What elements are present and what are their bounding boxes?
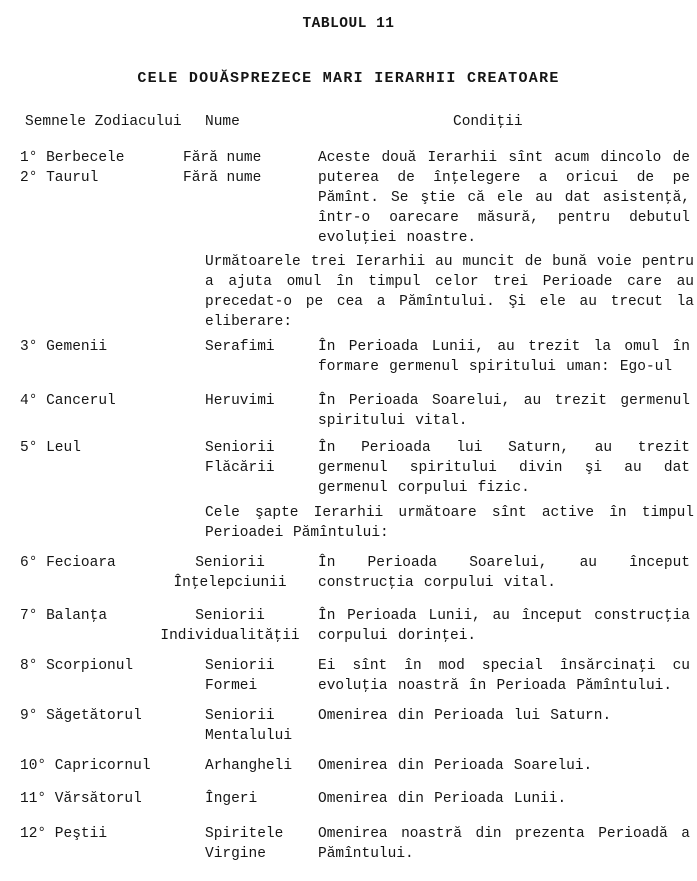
condition-text: Aceste două Ierarhii sînt acum dincolo de puterea de înţelegere a oricui de pe Pămînt. Se ştie că ele au dat asistenţă, într-o oarecare măsură, pentru debutul evoluţiei noastre. bbox=[318, 150, 690, 246]
hierarchy-name-label: Seniorii Formei bbox=[205, 658, 275, 694]
zodiac-sign-cell bbox=[20, 148, 175, 188]
zodiac-sign-label: 8° Scorpionul bbox=[20, 658, 134, 674]
hierarchy-name-label: Seniorii Flăcării bbox=[205, 440, 275, 476]
condition-text: În Perioada Lunii, au trezit la omul în formare germenul spiritului uman: Ego-ul bbox=[318, 339, 690, 375]
hierarchy-name-label: Arhangheli bbox=[205, 758, 293, 774]
zodiac-sign-label: 10° Capricornul bbox=[20, 758, 151, 774]
hierarchy-name-label: Fără nume bbox=[183, 150, 262, 166]
col-header-signs: Semnele Zodiacului bbox=[25, 114, 182, 130]
page-title: CELE DOUĂSPREZECE MARI IERARHII CREATOARE bbox=[137, 70, 560, 87]
hierarchy-name-label: Îngeri bbox=[205, 791, 258, 807]
paragraph-three-hierarchies: Următoarele trei Ierarhii au muncit de bună voie pentru a ajuta omul în timpul celor trei Perioade care au precedat-o pe cea a Pămîntului. Şi ele au trecut la eliberare: bbox=[205, 254, 694, 330]
zodiac-sign-label: 6° Fecioara bbox=[20, 555, 116, 571]
zodiac-sign-label: 4° Cancerul bbox=[20, 393, 116, 409]
condition-text: În Perioada Soarelui, au trezit germenul spiritului vital. bbox=[318, 393, 690, 429]
zodiac-sign-label: 7° Balanţa bbox=[20, 608, 108, 624]
condition-text: Omenirea noastră din prezenta Perioadă a Pămîntului. bbox=[318, 826, 690, 862]
zodiac-sign-label: 2° Taurul bbox=[20, 170, 99, 186]
zodiac-sign-label: 1° Berbecele bbox=[20, 150, 125, 166]
condition-text: În Perioada Soarelui, au început construcţia corpului vital. bbox=[318, 555, 690, 591]
hierarchy-name-label: Serafimi bbox=[205, 339, 275, 355]
condition-text: Omenirea din Perioada Lunii. bbox=[318, 791, 567, 807]
zodiac-sign-label: 12° Peştii bbox=[20, 826, 108, 842]
paragraph-seven-hierarchies: Cele şapte Ierarhii următoare sînt active în timpul Perioadei Pămîntului: bbox=[205, 505, 694, 541]
condition-text: În Perioada lui Saturn, au trezit germenul spiritului divin şi au dat germenul corpului fizic. bbox=[318, 440, 690, 496]
hierarchy-name-label: Spiritele Virgine bbox=[205, 826, 284, 862]
hierarchy-name-cell bbox=[183, 148, 305, 188]
hierarchy-name-label: Seniorii Individualităţii bbox=[160, 608, 300, 644]
condition-text: În Perioada Lunii, au început construcţia corpului dorinţei. bbox=[318, 608, 690, 644]
col-header-conditions: Condiţii bbox=[453, 114, 523, 130]
hierarchy-name-label: Fără nume bbox=[183, 170, 262, 186]
condition-text: Ei sînt în mod special însărcinaţi cu evoluţia noastră în Perioada Pămîntului. bbox=[318, 658, 690, 694]
zodiac-sign-label: 5° Leul bbox=[20, 440, 81, 456]
zodiac-sign-label: 9° Săgetătorul bbox=[20, 708, 142, 724]
hierarchy-name-label: Seniorii Mentalului bbox=[205, 708, 293, 744]
condition-text: Omenirea din Perioada lui Saturn. bbox=[318, 708, 612, 724]
table-label: TABLOUL 11 bbox=[302, 16, 395, 32]
hierarchy-name-label: Heruvimi bbox=[205, 393, 275, 409]
col-header-name: Nume bbox=[205, 114, 240, 130]
zodiac-sign-label: 11° Vărsătorul bbox=[20, 791, 142, 807]
zodiac-sign-label: 3° Gemenii bbox=[20, 339, 108, 355]
condition-text: Omenirea din Perioada Soarelui. bbox=[318, 758, 593, 774]
hierarchy-name-label: Seniorii Înţelepciunii bbox=[173, 555, 287, 591]
